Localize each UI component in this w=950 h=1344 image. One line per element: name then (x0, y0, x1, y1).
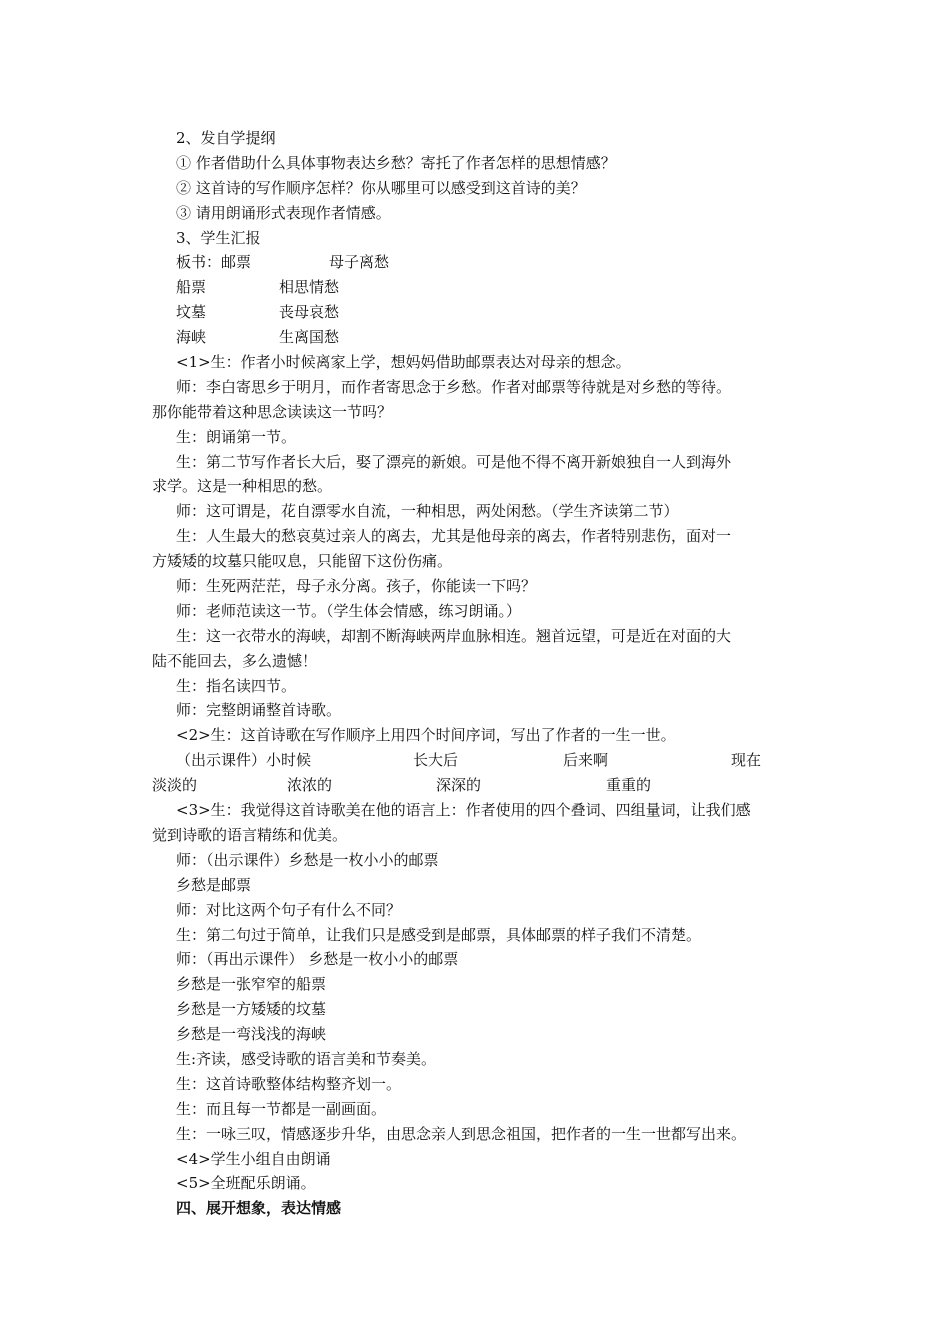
time-word: 现在 (731, 751, 762, 770)
dialogue-line: 生：一咏三叹，情感逐步升华，由思念亲人到思念祖国，把作者的一生一世都写出来。 (176, 1124, 747, 1143)
board-cell: 海峡 (176, 328, 207, 347)
outline-heading: 2、发自学提纲 (176, 129, 276, 147)
section-heading: 四、展开想象，表达情感 (176, 1199, 342, 1218)
dialogue-line: 生：朗诵第一节。 (176, 427, 297, 446)
degree-word: 深深的 (436, 776, 482, 795)
degree-words-row (152, 773, 816, 798)
degree-word: 重重的 (606, 776, 652, 795)
dialogue-line: <1>生：作者小时候离家上学，想妈妈借助邮票表达对母亲的想念。 (176, 353, 631, 372)
activity-item: <4>学生小组自由朗诵 (176, 1149, 331, 1168)
dialogue-line-continued: 求学。这是一种相思的愁。 (152, 477, 333, 496)
board-cell: 生离国愁 (279, 328, 340, 347)
dialogue-line: 生：第二句过于简单，让我们只是感受到是邮票，具体邮票的样子我们不清楚。 (176, 925, 702, 944)
dialogue-line-continued: 方矮矮的坟墓只能叹息，只能留下这份伤痛。 (152, 552, 453, 571)
outline-item-1: ① 作者借助什么具体事物表达乡愁？寄托了作者怎样的思想情感？ (176, 153, 616, 172)
dialogue-line: 师：完整朗诵整首诗歌。 (176, 701, 342, 720)
dialogue-line: 师：李白寄思乡于明月，而作者寄思念于乡愁。作者对邮票等待就是对乡愁的等待。 (176, 377, 732, 396)
time-word: 长大后 (413, 751, 459, 770)
board-row-3 (176, 300, 816, 325)
example-sentence: 乡愁是一张窄窄的船票 (176, 975, 327, 994)
board-cell: 丧母哀愁 (279, 303, 340, 322)
board-row-1 (176, 250, 816, 275)
dialogue-line-continued: 觉到诗歌的语言精练和优美。 (152, 825, 348, 844)
dialogue-line: 师：老师范读这一节。（学生体会情感，练习朗诵。） (176, 601, 522, 620)
board-row-2 (176, 275, 816, 300)
example-sentence: 乡愁是邮票 (176, 875, 252, 894)
dialogue-line: 师：生死两茫茫，母子永分离。孩子，你能读一下吗？ (176, 577, 537, 596)
dialogue-line: 生：指名读四节。 (176, 676, 297, 695)
outline-item-2: ② 这首诗的写作顺序怎样？你从哪里可以感受到这首诗的美？ (176, 178, 586, 197)
dialogue-line: 师：（再出示课件） 乡愁是一枚小小的邮票 (176, 950, 459, 969)
dialogue-line: 生：这首诗歌整体结构整齐划一。 (176, 1074, 402, 1093)
example-sentence: 乡愁是一方矮矮的坟墓 (176, 1000, 327, 1019)
dialogue-line: 生：第二节写作者长大后，娶了漂亮的新娘。可是他不得不离开新娘独自一人到海外 (176, 452, 732, 471)
dialogue-line: 生：这一衣带水的海峡，却割不断海峡两岸血脉相连。翘首远望，可是近在对面的大 (176, 626, 732, 645)
dialogue-line-continued: 那你能带着这种思念读读这一节吗？ (152, 402, 393, 421)
board-cell: 相思情愁 (279, 278, 340, 297)
board-row-4 (176, 325, 816, 350)
outline-item-3: ③ 请用朗诵形式表现作者情感。 (176, 203, 391, 222)
dialogue-line: 生:齐读，感受诗歌的语言美和节奏美。 (176, 1049, 437, 1068)
dialogue-line: 生：人生最大的愁哀莫过亲人的离去，尤其是他母亲的离去，作者特别悲伤，面对一 (176, 527, 732, 546)
time-word: （出示课件）小时候 (176, 751, 312, 770)
dialogue-line: 师：对比这两个句子有什么不同？ (176, 900, 402, 919)
time-word: 后来啊 (563, 751, 609, 770)
activity-item: <5>全班配乐朗诵。 (176, 1174, 316, 1193)
dialogue-line: 师：这可谓是，花自漂零水自流，一种相思，两处闲愁。（学生齐读第二节） (176, 502, 679, 521)
dialogue-line: <2>生：这首诗歌在写作顺序上用四个时间序词，写出了作者的一生一世。 (176, 726, 676, 745)
example-sentence: 乡愁是一弯浅浅的海峡 (176, 1025, 327, 1044)
board-cell: 母子离愁 (329, 253, 390, 272)
time-words-row (176, 748, 816, 773)
degree-word: 淡淡的 (152, 776, 198, 795)
document-body (152, 126, 816, 1221)
dialogue-line: 师：（出示课件）乡愁是一枚小小的邮票 (176, 850, 439, 869)
board-cell: 坟墓 (176, 303, 207, 322)
dialogue-line: 生：而且每一节都是一副画面。 (176, 1099, 387, 1118)
dialogue-line-continued: 陆不能回去，多么遗憾！ (152, 651, 318, 670)
degree-word: 浓浓的 (287, 776, 333, 795)
board-cell: 船票 (176, 278, 207, 297)
report-heading: 3、学生汇报 (176, 228, 261, 247)
dialogue-line: <3>生：我觉得这首诗歌美在他的语言上：作者使用的四个叠词、四组量词，让我们感 (176, 801, 751, 820)
board-cell: 板书：邮票 (176, 253, 252, 272)
